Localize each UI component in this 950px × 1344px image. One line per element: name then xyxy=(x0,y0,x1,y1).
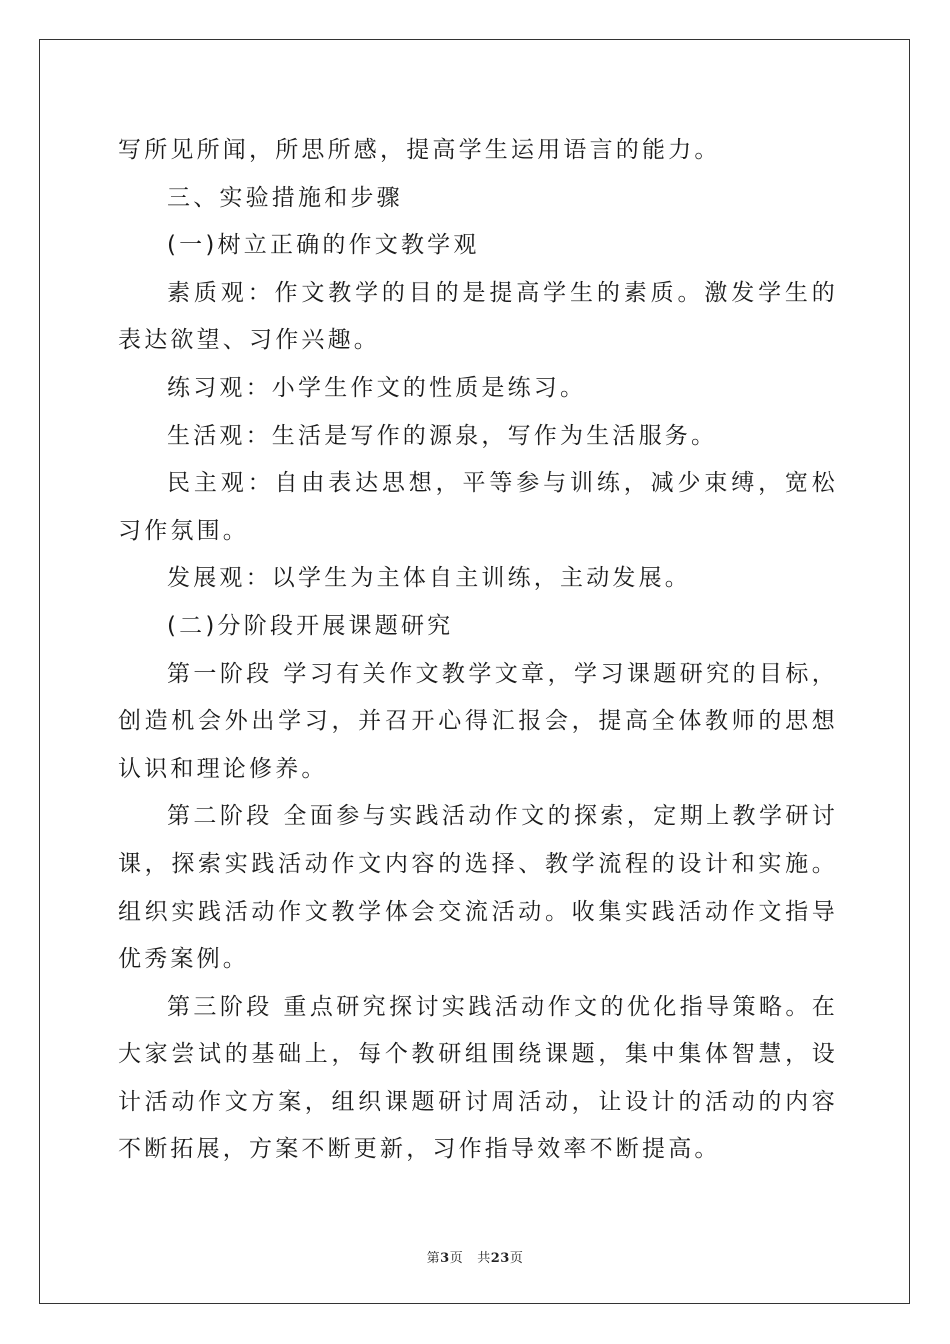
paragraph: 发展观：以学生为主体自主训练，主动发展。 xyxy=(167,565,691,592)
paragraph: 素质观：作文教学的目的是提高学生的素质。激发学生的表达欲望、习作兴趣。 xyxy=(118,279,838,354)
document-body xyxy=(118,127,838,1174)
total-pages: 23 xyxy=(490,1251,510,1266)
subsection-heading: (二)分阶段开展课题研究 xyxy=(167,612,454,639)
paragraph: 第一阶段 学习有关作文教学文章，学习课题研究的目标，创造机会外出学习，并召开心得汇报会，提高全体教师的思想认识和理论修养。 xyxy=(118,660,838,782)
paragraph: 第二阶段 全面参与实践活动作文的探索，定期上教学研讨课，探索实践活动作文内容的选择、教学流程的设计和实施。组织实践活动作文教学体会交流活动。收集实践活动作文指导优秀案例。 xyxy=(118,803,838,973)
page-number: 3 xyxy=(440,1251,450,1266)
total-suffix: 页 xyxy=(509,1251,524,1266)
paragraph: 练习观：小学生作文的性质是练习。 xyxy=(167,374,587,401)
section-heading: 三、实验措施和步骤 xyxy=(167,184,403,211)
paragraph: 民主观：自由表达思想，平等参与训练，减少束缚，宽松习作氛围。 xyxy=(118,470,838,544)
paragraph: 生活观：生活是写作的源泉，写作为生活服务。 xyxy=(167,422,718,449)
page-suffix: 页 xyxy=(449,1251,464,1266)
paragraph: 第三阶段 重点研究探讨实践活动作文的优化指导策略。在大家尝试的基础上，每个教研组围绕课题，集中集体智慧，设计活动作文方案，组织课题研讨周活动，让设计的活动的内容不断拓展，方案不断更新，习作指导效率不断提高。 xyxy=(118,993,838,1163)
subsection-heading: (一)树立正确的作文教学观 xyxy=(167,232,480,259)
page-footer xyxy=(0,1247,950,1266)
page-prefix: 第 xyxy=(426,1251,441,1266)
total-prefix: 共 xyxy=(477,1251,491,1266)
paragraph: 写所见所闻，所思所感，提高学生运用语言的能力。 xyxy=(118,137,721,163)
